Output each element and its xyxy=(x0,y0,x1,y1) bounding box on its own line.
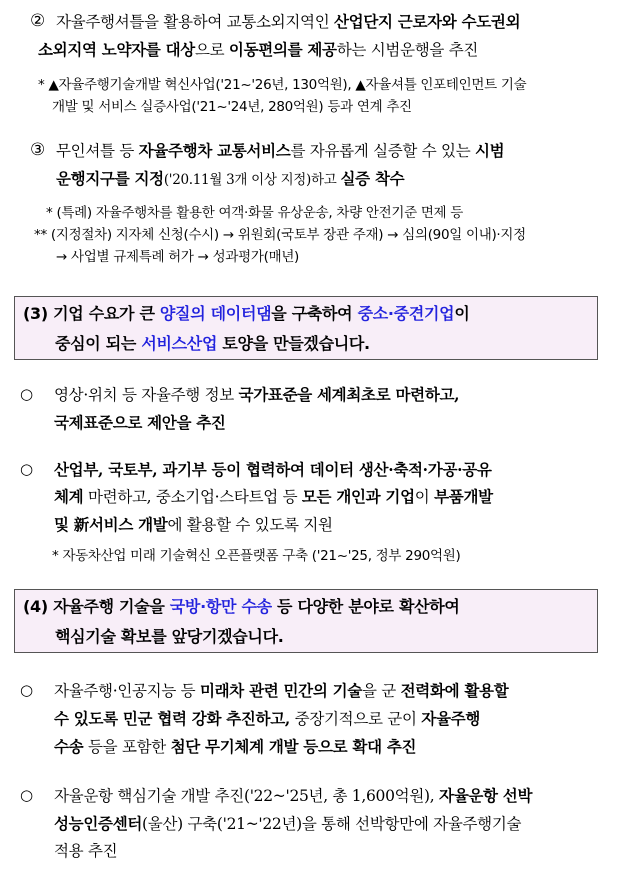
bullet-2-note: * 자동차산업 미래 기술혁신 오픈플랫폼 구축 ('21~'25, 정부 290억원) xyxy=(52,548,461,564)
bullet-3-line-2: 수 있도록 민군 협력 강화 추진하고, 중장기적으로 군이 자율주행 xyxy=(54,709,480,728)
item-3-note-1: * (특례) 자율주행차를 활용한 여객·화물 유상운송, 차량 안전기준 면제 등 xyxy=(46,205,464,221)
bullet-1-line-1: 영상·위치 등 자율주행 정보 국가표준을 세계최초로 마련하고, xyxy=(54,385,460,404)
bullet-2-line-3: 및 新서비스 개발에 활용할 수 있도록 지원 xyxy=(54,515,333,534)
bullet-3 xyxy=(20,677,628,761)
bullet-3-marker: ○ xyxy=(20,681,33,699)
bullet-4-marker: ○ xyxy=(20,786,33,804)
section-4-line-2: 핵심기술 확보를 앞당기겠습니다. xyxy=(55,627,284,646)
item-2-marker: ② xyxy=(30,11,45,31)
item-3-notes xyxy=(34,202,632,268)
section-4-box xyxy=(14,589,598,653)
item-3-note-2-line-2: → 사업별 규제특례 허가 → 성과평가(매년) xyxy=(56,249,300,265)
item-3-note-2-line-1: ** (지정절차) 지자체 신청(수시) → 위원회(국토부 장관 주재) → 심의(90일 이내)·지정 xyxy=(34,227,526,243)
bullet-2-marker: ○ xyxy=(20,460,33,478)
item-2-note-line-1: * ▲자율주행기술개발 혁신사업('21~'26년, 130억원), ▲자율셔틀 인포테인먼트 기술 xyxy=(38,77,527,93)
bullet-4-line-1: 자율운항 핵심기술 개발 추진('22~'25년, 총 1,600억원), 자율운항 선박 xyxy=(54,786,533,805)
bullet-1 xyxy=(20,381,628,437)
item-2-line-2: 소외지역 노약자를 대상으로 이동편의를 제공하는 시범운행을 추진 xyxy=(38,40,479,59)
item-2 xyxy=(30,8,630,64)
item-2-line-1: 자율주행셔틀을 활용하여 교통소외지역인 산업단지 근로자와 수도권외 xyxy=(56,12,521,31)
item-3-line-1: 무인셔틀 등 자율주행차 교통서비스를 자유롭게 실증할 수 있는 시범 xyxy=(56,141,505,160)
bullet-3-line-1: 자율주행·인공지능 등 미래차 관련 민간의 기술을 군 전력화에 활용할 xyxy=(54,681,509,700)
item-2-note-line-2: 개발 및 서비스 실증사업('21~'24년, 280억원) 등과 연계 추진 xyxy=(52,99,412,115)
item-3-line-2: 운행지구를 지정('20.11월 3개 이상 지정)하고 실증 착수 xyxy=(56,169,405,188)
bullet-4 xyxy=(20,782,628,865)
section-3-box xyxy=(14,296,598,360)
item-2-note xyxy=(38,74,630,118)
section-3-line-2: 중심이 되는 서비스산업 토양을 만들겠습니다. xyxy=(55,334,370,353)
bullet-1-line-2: 국제표준으로 제안을 추진 xyxy=(54,413,226,432)
bullet-2-line-1: 산업부, 국토부, 과기부 등이 협력하여 데이터 생산·축적·가공·공유 xyxy=(54,460,492,479)
section-4-line-1: (4) 자율주행 기술을 국방·항만 수송 등 다양한 분야로 확산하여 xyxy=(23,597,460,616)
item-3 xyxy=(30,137,630,194)
bullet-3-line-3: 수송 등을 포함한 첨단 무기체계 개발 등으로 확대 추진 xyxy=(54,737,417,756)
item-3-marker: ③ xyxy=(30,140,45,160)
bullet-2-line-2: 체계 마련하고, 중소기업·스타트업 등 모든 개인과 기업이 부품개발 xyxy=(54,487,493,506)
bullet-4-line-3: 적용 추진 xyxy=(54,842,118,860)
bullet-2 xyxy=(20,456,628,539)
bullet-4-line-2: 성능인증센터(울산) 구축('21~'22년)을 통해 선박항만에 자율주행기술 xyxy=(54,814,522,833)
section-3-line-1: (3) 기업 수요가 큰 양질의 데이터댐을 구축하여 중소·중견기업이 xyxy=(23,304,470,323)
bullet-1-marker: ○ xyxy=(20,385,33,403)
